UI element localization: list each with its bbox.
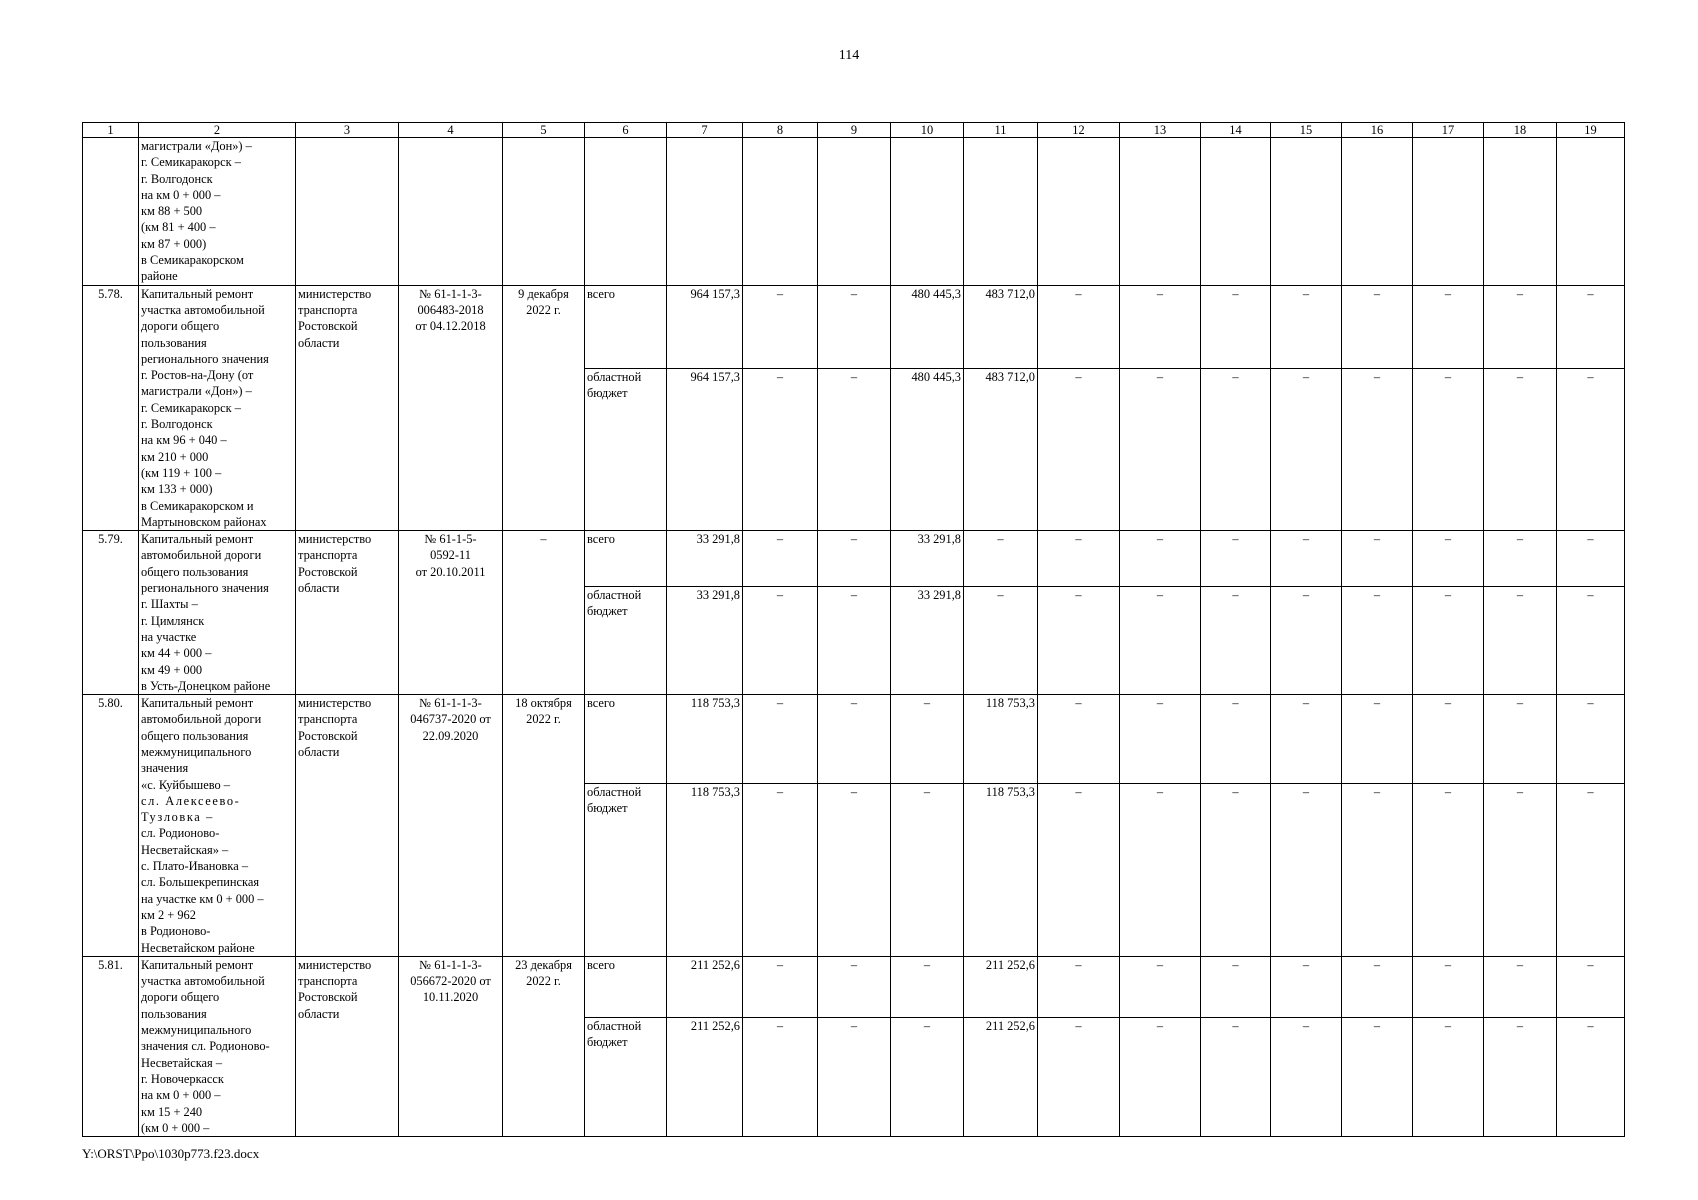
text-line: областной xyxy=(587,1019,642,1034)
amount-c16: – xyxy=(1342,531,1413,587)
text-line: областной xyxy=(587,370,642,385)
page-number: 114 xyxy=(838,48,860,63)
text-line: в Семикаракорском xyxy=(141,253,244,268)
entry-number: 5.79. xyxy=(83,531,139,695)
text-line: г. Семикаракорск – xyxy=(141,155,241,170)
text-line: бюджет xyxy=(587,801,628,816)
entry-row-total xyxy=(83,956,1625,1017)
amount-c17: – xyxy=(1413,695,1484,784)
amount-c8: – xyxy=(743,369,818,531)
amount-c19: – xyxy=(1557,956,1625,1017)
text-line: транспорта xyxy=(298,302,358,317)
funding-source: всего xyxy=(585,285,667,368)
text-line: бюджет xyxy=(587,1035,628,1050)
amount-c14: – xyxy=(1201,531,1271,587)
text-line: (км 119 + 100 – xyxy=(141,465,222,480)
text-line: от 20.10.2011 xyxy=(415,564,486,579)
amount-c17: – xyxy=(1413,586,1484,694)
column-number: 7 xyxy=(667,123,743,138)
amount-c11: 118 753,3 xyxy=(964,695,1038,784)
column-number: 5 xyxy=(503,123,585,138)
amount-c19: – xyxy=(1557,531,1625,587)
document-reference xyxy=(399,531,503,695)
responsible-organization xyxy=(296,285,399,530)
amount-c16: – xyxy=(1342,1018,1413,1137)
amount-c11: 118 753,3 xyxy=(964,784,1038,957)
amount-c16: – xyxy=(1342,695,1413,784)
amount-c17: – xyxy=(1413,285,1484,368)
amount-c13: – xyxy=(1120,531,1201,587)
amount-c15: – xyxy=(1271,586,1342,694)
text-line: Несветайском районе xyxy=(141,940,255,955)
text-line: регионального значения xyxy=(141,351,269,366)
text-line: области xyxy=(298,335,340,350)
text-line: Капитальный ремонт xyxy=(141,286,254,301)
text-line: дороги общего xyxy=(141,319,220,334)
amount-c14: – xyxy=(1201,369,1271,531)
amount-c7: 118 753,3 xyxy=(667,695,743,784)
amount-c7: 964 157,3 xyxy=(667,369,743,531)
amount-c18: – xyxy=(1484,285,1557,368)
amount-c12: – xyxy=(1038,1018,1120,1137)
text-line: км 133 + 000) xyxy=(141,482,213,497)
amount-c15: – xyxy=(1271,369,1342,531)
amount-c17: – xyxy=(1413,784,1484,957)
amount-c19: – xyxy=(1557,586,1625,694)
text-line: 2022 г. xyxy=(526,302,561,317)
column-number-row xyxy=(83,123,1625,138)
amount-c15: – xyxy=(1271,531,1342,587)
amount-c19: – xyxy=(1557,369,1625,531)
text-line: областной xyxy=(587,587,642,602)
funding-source: всего xyxy=(585,695,667,784)
amount-c12: – xyxy=(1038,369,1120,531)
text-line: значения xyxy=(141,761,189,776)
text-line: Ростовской xyxy=(298,728,358,743)
text-line: бюджет xyxy=(587,604,628,619)
object-description xyxy=(139,285,296,530)
amount-c18: – xyxy=(1484,1018,1557,1137)
entry-number: 5.81. xyxy=(83,956,139,1136)
amount-c15: – xyxy=(1271,695,1342,784)
responsible-organization xyxy=(296,531,399,695)
amount-c12: – xyxy=(1038,531,1120,587)
amount-c15: – xyxy=(1271,784,1342,957)
text-line: Несветайская» – xyxy=(141,842,229,857)
object-description xyxy=(139,138,296,286)
text-line: от 04.12.2018 xyxy=(415,319,486,334)
text-line: министерство xyxy=(298,532,372,547)
column-number: 16 xyxy=(1342,123,1413,138)
amount-c8: – xyxy=(743,586,818,694)
text-line: № 61-1-1-3- xyxy=(419,286,482,301)
amount-c10: – xyxy=(891,1018,964,1137)
amount-c9: – xyxy=(818,695,891,784)
text-line: Капитальный ремонт xyxy=(141,696,254,711)
text-line: – xyxy=(540,532,547,547)
document-reference xyxy=(399,285,503,530)
amount-c16: – xyxy=(1342,956,1413,1017)
text-line: магистрали «Дон») – xyxy=(141,139,252,153)
column-number: 12 xyxy=(1038,123,1120,138)
text-line: министерство xyxy=(298,696,372,711)
amount-c8: – xyxy=(743,1018,818,1137)
funding-source xyxy=(585,369,667,531)
amount-c12: – xyxy=(1038,956,1120,1017)
text-line: 0592-11 xyxy=(430,548,471,563)
amount-c7: 33 291,8 xyxy=(667,531,743,587)
column-number: 19 xyxy=(1557,123,1625,138)
text-line: сл. Алексеево- xyxy=(141,793,241,808)
amount-c14: – xyxy=(1201,956,1271,1017)
amount-c10: 480 445,3 xyxy=(891,285,964,368)
column-number: 14 xyxy=(1201,123,1271,138)
amount-c15: – xyxy=(1271,285,1342,368)
amount-c9: – xyxy=(818,531,891,587)
amount-c13: – xyxy=(1120,1018,1201,1137)
text-line: 006483-2018 xyxy=(417,302,484,317)
amount-c13: – xyxy=(1120,695,1201,784)
amount-c16: – xyxy=(1342,784,1413,957)
amount-c13: – xyxy=(1120,586,1201,694)
text-line: км 210 + 000 xyxy=(141,449,209,464)
amount-c17: – xyxy=(1413,531,1484,587)
text-line: на км 0 + 000 – xyxy=(141,187,221,202)
amount-c19: – xyxy=(1557,1018,1625,1137)
text-line: автомобильной дороги xyxy=(141,548,262,563)
text-line: с. Плато-Ивановка – xyxy=(141,859,249,874)
completion-date xyxy=(503,285,585,530)
text-line: 10.11.2020 xyxy=(422,990,479,1005)
amount-c18: – xyxy=(1484,531,1557,587)
column-number: 15 xyxy=(1271,123,1342,138)
funding-source xyxy=(585,1018,667,1137)
text-line: Ростовской xyxy=(298,319,358,334)
text-line: км 2 + 962 xyxy=(141,907,196,922)
entry-row-total xyxy=(83,695,1625,784)
column-number: 17 xyxy=(1413,123,1484,138)
amount-c7: 33 291,8 xyxy=(667,586,743,694)
text-line: области xyxy=(298,744,340,759)
text-line: на участке xyxy=(141,629,197,644)
amount-c11: 211 252,6 xyxy=(964,956,1038,1017)
amount-c14: – xyxy=(1201,586,1271,694)
amount-c9: – xyxy=(818,956,891,1017)
text-line: км 49 + 000 xyxy=(141,662,203,677)
amount-c11: – xyxy=(964,531,1038,587)
text-line: 22.09.2020 xyxy=(422,728,479,743)
text-line: г. Волгодонск xyxy=(141,417,213,432)
amount-c18: – xyxy=(1484,369,1557,531)
text-line: участка автомобильной xyxy=(141,974,265,989)
responsible-organization xyxy=(296,956,399,1136)
amount-c8: – xyxy=(743,695,818,784)
amount-c10: – xyxy=(891,784,964,957)
text-line: на участке км 0 + 000 – xyxy=(141,891,264,906)
text-line: 056672-2020 от xyxy=(410,974,491,989)
text-line: г. Ростов-на-Дону (от xyxy=(141,368,254,383)
amount-c16: – xyxy=(1342,285,1413,368)
amount-c12: – xyxy=(1038,784,1120,957)
amount-c18: – xyxy=(1484,784,1557,957)
amount-c11: 483 712,0 xyxy=(964,285,1038,368)
file-path-footer: Y:\ORST\Ppo\1030p773.f23.docx xyxy=(82,1146,260,1161)
amount-c7: 964 157,3 xyxy=(667,285,743,368)
text-line: № 61-1-1-3- xyxy=(419,696,482,711)
text-line: 2022 г. xyxy=(526,974,561,989)
text-line: Ростовской xyxy=(298,990,358,1005)
text-line: г. Цимлянск xyxy=(141,613,205,628)
text-line: 9 декабря xyxy=(518,286,569,301)
amount-c18: – xyxy=(1484,695,1557,784)
object-description xyxy=(139,956,296,1136)
amount-c13: – xyxy=(1120,784,1201,957)
text-line: регионального значения xyxy=(141,581,269,596)
amount-c13: – xyxy=(1120,369,1201,531)
entry-number xyxy=(83,138,139,286)
text-line: межмуниципального xyxy=(141,744,252,759)
funding-source xyxy=(585,586,667,694)
amount-c19: – xyxy=(1557,784,1625,957)
amount-c15: – xyxy=(1271,1018,1342,1137)
funding-source: всего xyxy=(585,531,667,587)
text-line: областной xyxy=(587,785,642,800)
funding-source xyxy=(585,784,667,957)
amount-c15: – xyxy=(1271,956,1342,1017)
text-line: районе xyxy=(141,269,178,284)
text-line: Ростовской xyxy=(298,564,358,579)
text-line: км 88 + 500 xyxy=(141,204,203,219)
amount-c12: – xyxy=(1038,285,1120,368)
amount-c14: – xyxy=(1201,695,1271,784)
text-line: Мартыновском районах xyxy=(141,514,267,529)
column-number: 6 xyxy=(585,123,667,138)
funding-source: всего xyxy=(585,956,667,1017)
entry-row-total xyxy=(83,285,1625,368)
text-line: межмуниципального xyxy=(141,1023,252,1038)
amount-c14: – xyxy=(1201,1018,1271,1137)
amount-c12: – xyxy=(1038,695,1120,784)
amount-c18: – xyxy=(1484,956,1557,1017)
amount-c9: – xyxy=(818,586,891,694)
amount-c8: – xyxy=(743,531,818,587)
document-reference xyxy=(399,956,503,1136)
text-line: Капитальный ремонт xyxy=(141,957,254,972)
text-line: общего пользования xyxy=(141,728,249,743)
amount-c11: – xyxy=(964,586,1038,694)
text-line: пользования xyxy=(141,335,207,350)
text-line: общего пользования xyxy=(141,564,249,579)
text-line: «с. Куйбышево – xyxy=(141,777,230,792)
text-line: в Родионово- xyxy=(141,924,211,939)
amount-c8: – xyxy=(743,956,818,1017)
text-line: г. Волгодонск xyxy=(141,171,213,186)
text-line: км 15 + 240 xyxy=(141,1104,203,1119)
entry-row-total xyxy=(83,531,1625,587)
amount-c10: 33 291,8 xyxy=(891,531,964,587)
text-line: (км 0 + 000 – xyxy=(141,1120,210,1135)
amount-c11: 211 252,6 xyxy=(964,1018,1038,1137)
amount-c11: 483 712,0 xyxy=(964,369,1038,531)
amount-c19: – xyxy=(1557,285,1625,368)
text-line: Несветайская – xyxy=(141,1055,223,1070)
column-number: 18 xyxy=(1484,123,1557,138)
text-line: 2022 г. xyxy=(526,712,561,727)
text-line: значения сл. Родионово- xyxy=(141,1039,270,1054)
amount-c10: 480 445,3 xyxy=(891,369,964,531)
column-number: 13 xyxy=(1120,123,1201,138)
text-line: транспорта xyxy=(298,712,358,727)
column-number: 9 xyxy=(818,123,891,138)
text-line: сл. Родионово- xyxy=(141,826,220,841)
amount-c16: – xyxy=(1342,369,1413,531)
amount-c8: – xyxy=(743,285,818,368)
amount-c8: – xyxy=(743,784,818,957)
text-line: км 44 + 000 – xyxy=(141,646,212,661)
text-line: бюджет xyxy=(587,386,628,401)
text-line: министерство xyxy=(298,957,372,972)
completion-date xyxy=(503,956,585,1136)
text-line: министерство xyxy=(298,286,372,301)
amount-c9: – xyxy=(818,285,891,368)
amount-c19: – xyxy=(1557,695,1625,784)
text-line: 046737-2020 от xyxy=(410,712,491,727)
text-line: транспорта xyxy=(298,974,358,989)
text-line: № 61-1-5- xyxy=(424,532,477,547)
amount-c7: 118 753,3 xyxy=(667,784,743,957)
amount-c17: – xyxy=(1413,1018,1484,1137)
amount-c16: – xyxy=(1342,586,1413,694)
amount-c10: – xyxy=(891,695,964,784)
text-line: участка автомобильной xyxy=(141,302,265,317)
entry-number: 5.78. xyxy=(83,285,139,530)
column-number: 8 xyxy=(743,123,818,138)
amount-c12: – xyxy=(1038,586,1120,694)
text-line: транспорта xyxy=(298,548,358,563)
amount-c9: – xyxy=(818,784,891,957)
column-number: 2 xyxy=(139,123,296,138)
column-number: 11 xyxy=(964,123,1038,138)
text-line: автомобильной дороги xyxy=(141,712,262,727)
text-line: г. Семикаракорск – xyxy=(141,400,241,415)
document-reference xyxy=(399,695,503,957)
amount-c17: – xyxy=(1413,369,1484,531)
column-number: 3 xyxy=(296,123,399,138)
column-number: 10 xyxy=(891,123,964,138)
amount-c13: – xyxy=(1120,956,1201,1017)
text-line: № 61-1-1-3- xyxy=(419,957,482,972)
responsible-organization xyxy=(296,695,399,957)
amount-c7: 211 252,6 xyxy=(667,956,743,1017)
text-line: Тузловка – xyxy=(141,810,214,825)
text-line: на км 96 + 040 – xyxy=(141,433,227,448)
object-description xyxy=(139,695,296,957)
text-line: дороги общего xyxy=(141,990,220,1005)
entry-number: 5.80. xyxy=(83,695,139,957)
text-line: (км 81 + 400 – xyxy=(141,220,216,235)
text-line: области xyxy=(298,581,340,596)
amount-c9: – xyxy=(818,369,891,531)
amount-c17: – xyxy=(1413,956,1484,1017)
text-line: 23 декабря xyxy=(515,957,572,972)
continuation-row xyxy=(83,138,1625,286)
amount-c7: 211 252,6 xyxy=(667,1018,743,1137)
text-line: сл. Большекрепинская xyxy=(141,875,260,890)
register-table xyxy=(82,122,1625,1137)
text-line: на км 0 + 000 – xyxy=(141,1088,221,1103)
text-line: в Усть-Донецком районе xyxy=(141,678,271,693)
amount-c9: – xyxy=(818,1018,891,1137)
text-line: в Семикаракорском и xyxy=(141,498,254,513)
amount-c14: – xyxy=(1201,285,1271,368)
amount-c14: – xyxy=(1201,784,1271,957)
text-line: пользования xyxy=(141,1006,207,1021)
completion-date xyxy=(503,531,585,695)
text-line: магистрали «Дон») – xyxy=(141,384,252,399)
amount-c18: – xyxy=(1484,586,1557,694)
completion-date xyxy=(503,695,585,957)
text-line: 18 октября xyxy=(515,696,572,711)
column-number: 4 xyxy=(399,123,503,138)
object-description xyxy=(139,531,296,695)
amount-c10: – xyxy=(891,956,964,1017)
text-line: г. Шахты – xyxy=(141,597,198,612)
amount-c10: 33 291,8 xyxy=(891,586,964,694)
text-line: области xyxy=(298,1006,340,1021)
text-line: г. Новочеркасск xyxy=(141,1071,224,1086)
amount-c13: – xyxy=(1120,285,1201,368)
text-line: Капитальный ремонт xyxy=(141,532,254,547)
column-number: 1 xyxy=(83,123,139,138)
text-line: км 87 + 000) xyxy=(141,236,207,251)
